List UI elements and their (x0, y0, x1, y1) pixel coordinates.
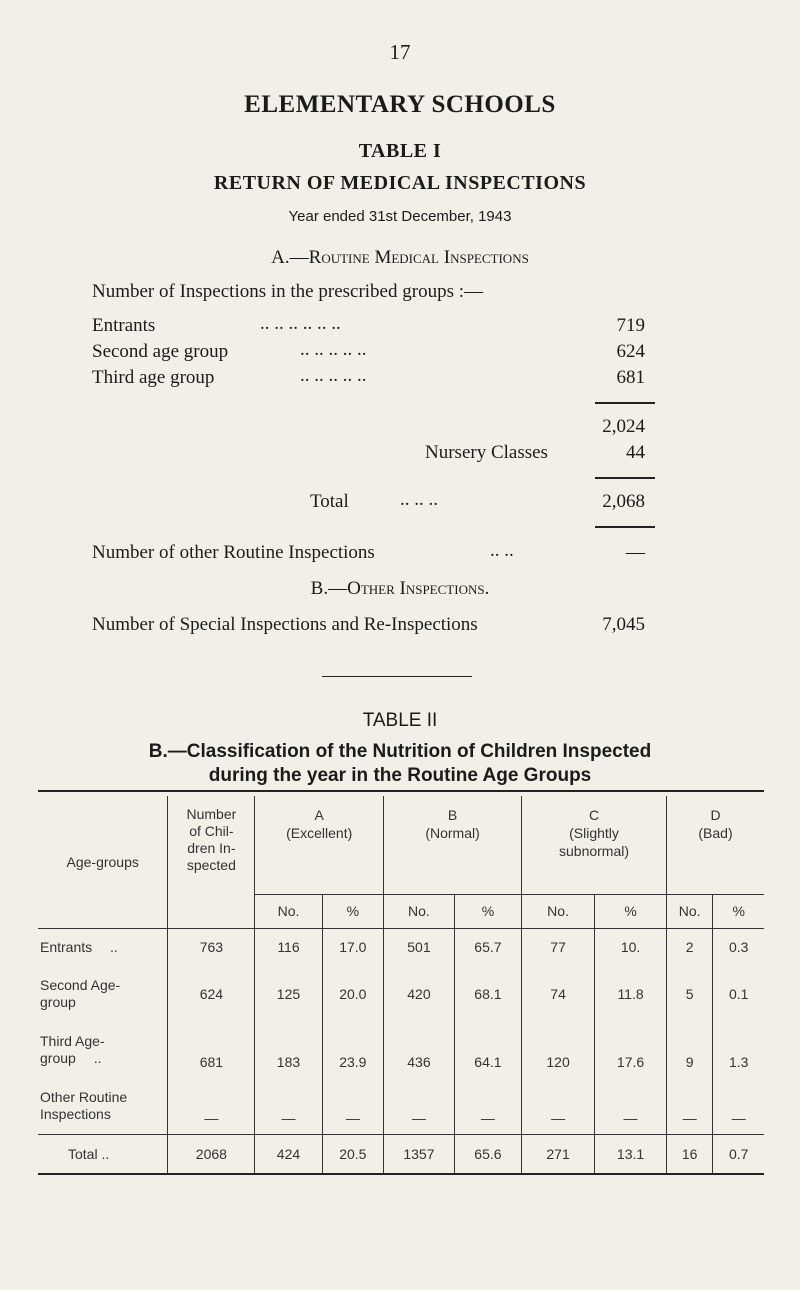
table2-subtitle-line1: B.—Classification of the Nutrition of Children Inspected (148, 741, 652, 762)
age-groups-header: Age-groups (66, 853, 139, 870)
table-row (38, 966, 764, 1022)
row-label: Second Age- group (40, 977, 121, 1010)
cell-b-no: 1357 (384, 1134, 455, 1174)
table1-title: TABLE I (358, 140, 442, 162)
leader-dots: .. .. .. .. .. (300, 339, 367, 360)
col-no-header: No. (384, 894, 455, 928)
col-pct-header: % (713, 894, 764, 928)
cell-b-no: 501 (384, 928, 455, 966)
cell-a-pct: — (322, 1078, 383, 1134)
cell-d-pct: 1.3 (713, 1022, 764, 1078)
group-label: Entrants (92, 315, 156, 336)
cell-c-no: — (522, 1078, 595, 1134)
cell-c-pct: 17.6 (595, 1022, 667, 1078)
cell-a-no: 116 (255, 928, 322, 966)
group-label: Second age group (92, 341, 229, 362)
subtotal-rule (595, 402, 655, 404)
cell-b-pct: 64.1 (454, 1022, 521, 1078)
total-value: 2,068 (602, 491, 645, 512)
cell-a-no: 183 (255, 1022, 322, 1078)
group-value: 624 (616, 341, 645, 362)
page-number: 17 (389, 40, 411, 64)
col-no-header: No. (255, 894, 322, 928)
col-no-header: No. (667, 894, 713, 928)
cell-d-no: 9 (667, 1022, 713, 1078)
cell-c-pct: 11.8 (595, 966, 667, 1022)
leader-dots: .. .. (490, 540, 514, 561)
section-b-heading: B.—Other Inspections. (310, 578, 490, 599)
cell-d-pct: 0.1 (713, 966, 764, 1022)
total-underline (595, 526, 655, 528)
table-row (38, 1134, 764, 1174)
group-c-header: C (Slightly subnormal) (522, 796, 667, 894)
col-pct-header: % (322, 894, 383, 928)
leader-dots: .. .. .. .. .. .. (260, 313, 341, 334)
cell-d-no: 16 (667, 1134, 713, 1174)
cell-c-no: 271 (522, 1134, 595, 1174)
groups-intro: Number of Inspections in the prescribed groups :— (92, 281, 483, 302)
section-a-heading: A.—Routine Medical Inspections (271, 247, 529, 268)
cell-b-no: 420 (384, 966, 455, 1022)
cell-c-pct: 10. (595, 928, 667, 966)
cell-c-pct: 13.1 (595, 1134, 667, 1174)
cell-d-no: 5 (667, 966, 713, 1022)
table2-title: TABLE II (362, 710, 438, 731)
other-routine-value: — (626, 542, 645, 563)
special-inspections-label: Number of Special Inspections and Re-Inspections (92, 614, 478, 635)
cell-b-pct: 65.6 (454, 1134, 521, 1174)
col-pct-header: % (595, 894, 667, 928)
row-label: Third Age- group .. (40, 1033, 105, 1066)
group-b-header: B (Normal) (384, 796, 522, 894)
cell-b-pct: 65.7 (454, 928, 521, 966)
cell-c-no: 74 (522, 966, 595, 1022)
cell-b-pct: — (454, 1078, 521, 1134)
group-label: Third age group (92, 367, 215, 388)
section-divider (322, 676, 472, 677)
special-inspections-value: 7,045 (602, 614, 645, 635)
cell-number: 681 (168, 1022, 255, 1078)
cell-number: 624 (168, 966, 255, 1022)
col-no-header: No. (522, 894, 595, 928)
cell-number: 763 (168, 928, 255, 966)
cell-a-pct: 23.9 (322, 1022, 383, 1078)
leader-dots: .. .. .. (400, 489, 438, 510)
cell-d-pct: — (713, 1078, 764, 1134)
nursery-value: 44 (626, 442, 645, 463)
table-row (38, 1078, 764, 1134)
page-heading: ELEMENTARY SCHOOLS (244, 91, 556, 118)
year-line: Year ended 31st December, 1943 (288, 208, 512, 225)
subtotal-value: 2,024 (602, 416, 645, 437)
group-d-header: D (Bad) (667, 796, 765, 894)
cell-d-pct: 0.3 (713, 928, 764, 966)
cell-a-no: 424 (255, 1134, 322, 1174)
row-label: Total .. (38, 1134, 168, 1174)
group-a-header: A (Excellent) (255, 796, 384, 894)
nutrition-table (38, 790, 764, 1175)
table-row (38, 1022, 764, 1078)
other-routine-label: Number of other Routine Inspections (92, 542, 375, 563)
total-label: Total (310, 491, 349, 512)
cell-a-pct: 20.5 (322, 1134, 383, 1174)
table-row (38, 928, 764, 966)
cell-number: — (168, 1078, 255, 1134)
group-value: 681 (616, 367, 645, 388)
cell-c-pct: — (595, 1078, 667, 1134)
cell-b-pct: 68.1 (454, 966, 521, 1022)
cell-c-no: 120 (522, 1022, 595, 1078)
number-inspected-header: Number of Chil- dren In- spected (168, 796, 255, 928)
cell-c-no: 77 (522, 928, 595, 966)
cell-d-pct: 0.7 (713, 1134, 764, 1174)
cell-d-no: — (667, 1078, 713, 1134)
cell-number: 2068 (168, 1134, 255, 1174)
table2-subtitle-line2: during the year in the Routine Age Groups (208, 765, 592, 786)
table1-subtitle: RETURN OF MEDICAL INSPECTIONS (213, 172, 587, 194)
nursery-label: Nursery Classes (425, 442, 548, 463)
cell-b-no: — (384, 1078, 455, 1134)
cell-a-no: — (255, 1078, 322, 1134)
cell-a-no: 125 (255, 966, 322, 1022)
leader-dots: .. .. .. .. .. (300, 365, 367, 386)
cell-a-pct: 17.0 (322, 928, 383, 966)
col-pct-header: % (454, 894, 521, 928)
cell-b-no: 436 (384, 1022, 455, 1078)
row-label: Entrants .. (38, 928, 168, 966)
cell-a-pct: 20.0 (322, 966, 383, 1022)
total-rule (595, 477, 655, 479)
cell-d-no: 2 (667, 928, 713, 966)
group-value: 719 (616, 315, 645, 336)
row-label: Other Routine Inspections (40, 1088, 128, 1122)
